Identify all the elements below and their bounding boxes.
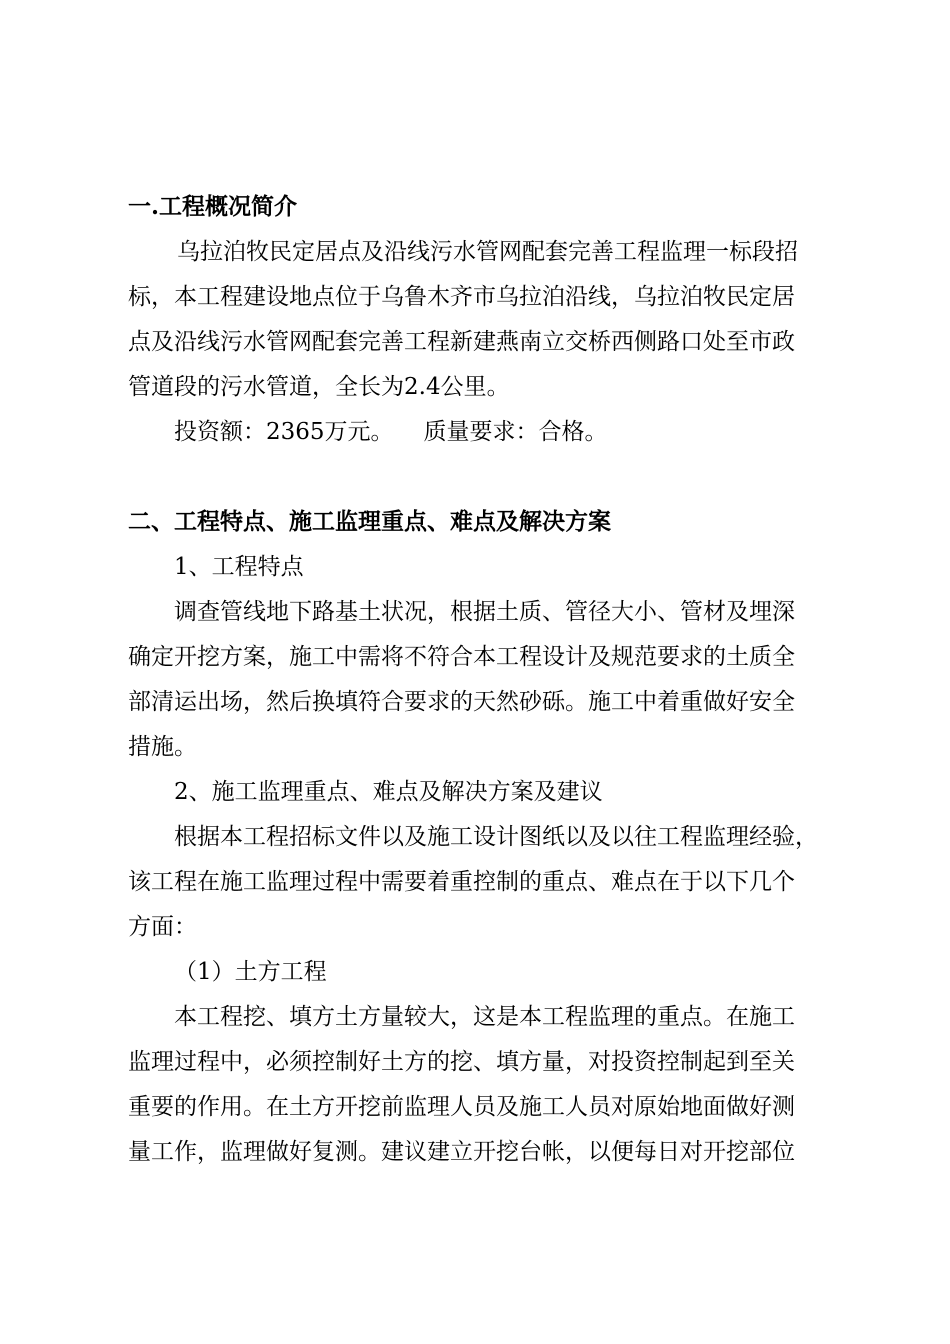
sub1-line4: 措施。 xyxy=(128,734,197,760)
item1-line3: 重要的作用。在土方开挖前监理人员及施工人员对原始地面做好测 xyxy=(128,1094,795,1120)
sub2-line1: 根据本工程招标文件以及施工设计图纸以及以往工程监理经验， xyxy=(174,824,818,850)
section1-heading: 一.工程概况简介 xyxy=(128,193,298,220)
section2-heading: 二、工程特点、施工监理重点、难点及解决方案 xyxy=(128,508,611,535)
item1-line1: 本工程挖、填方土方量较大，这是本工程监理的重点。在施工 xyxy=(174,1004,795,1030)
investment-quality-line xyxy=(174,417,838,447)
sub1-title: 1、工程特点 xyxy=(174,554,304,580)
sub2-line3: 方面： xyxy=(128,914,197,940)
section1-para1-line4: 管道段的污水管道，全长为2.4公里。 xyxy=(128,374,510,400)
item1-line2: 监理过程中，必须控制好土方的挖、填方量，对投资控制起到至关 xyxy=(128,1049,795,1075)
item1-title: （1）土方工程 xyxy=(174,959,327,985)
sub2-line2: 该工程在施工监理过程中需要着重控制的重点、难点在于以下几个 xyxy=(128,869,795,895)
quality-requirement: 质量要求：合格。 xyxy=(423,419,608,445)
sub2-title: 2、施工监理重点、难点及解决方案及建议 xyxy=(174,779,603,805)
sub1-line2: 确定开挖方案，施工中需将不符合本工程设计及规范要求的土质全 xyxy=(128,644,795,670)
item1-line4: 量工作，监理做好复测。建议建立开挖台帐，以便每日对开挖部位 xyxy=(128,1139,795,1165)
sub1-line1: 调查管线地下路基土状况，根据土质、管径大小、管材及埋深 xyxy=(174,599,795,625)
section1-para1-line2: 标，本工程建设地点位于乌鲁木齐市乌拉泊沿线，乌拉泊牧民定居 xyxy=(128,284,795,310)
investment-amount: 投资额：2365万元。 xyxy=(174,419,394,445)
section1-para1-line3: 点及沿线污水管网配套完善工程新建燕南立交桥西侧路口处至市政 xyxy=(128,329,795,355)
sub1-line3: 部清运出场，然后换填符合要求的天然砂砾。施工中着重做好安全 xyxy=(128,689,795,715)
section1-para1-line1: 乌拉泊牧民定居点及沿线污水管网配套完善工程监理一标段招 xyxy=(177,239,798,265)
